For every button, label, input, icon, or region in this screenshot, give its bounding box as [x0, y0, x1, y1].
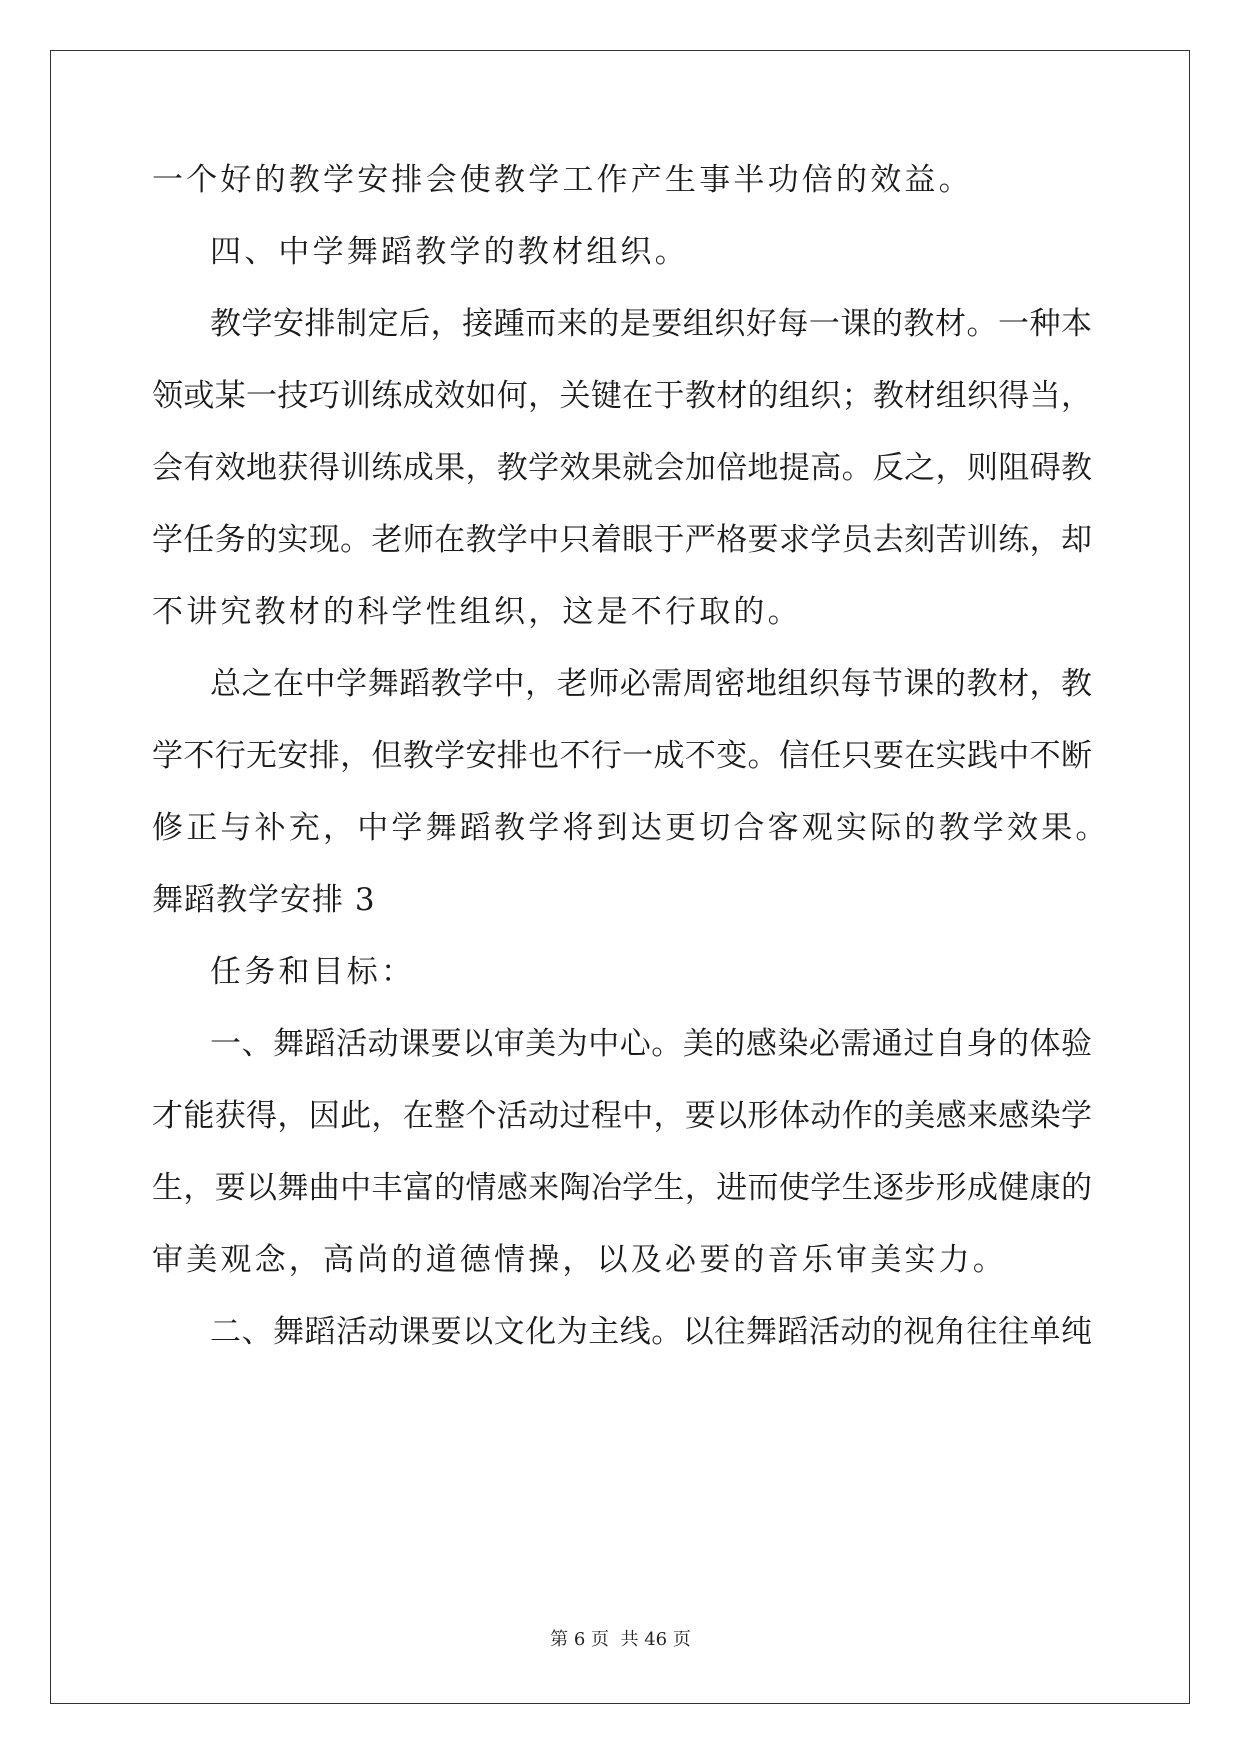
paragraph-line: 总之在中学舞蹈教学中，老师必需周密地组织每节课的教材，教	[210, 666, 1092, 702]
section-title: 舞蹈教学安排 3	[152, 882, 376, 918]
paragraph-line: 学任务的实现。老师在教学中只着眼于严格要求学员去刻苦训练，却	[152, 522, 1092, 558]
paragraph-line: 不讲究教材的科学性组织，这是不行取的。	[152, 594, 802, 630]
paragraph-line: 会有效地获得训练成果，教学效果就会加倍地提高。反之，则阻碍教	[152, 450, 1092, 486]
section-heading: 四、中学舞蹈教学的教材组织。	[210, 234, 689, 270]
paragraph-line: 学不行无安排，但教学安排也不行一成不变。信任只要在实践中不断	[152, 738, 1092, 774]
page-number-footer: 第 6 页 共 46 页	[550, 1629, 691, 1650]
paragraph-line: 一、舞蹈活动课要以审美为中心。美的感染必需通过自身的体验	[210, 1026, 1092, 1062]
page-border	[50, 50, 1190, 1704]
paragraph-line: 审美观念，高尚的道德情操，以及必要的音乐审美实力。	[152, 1242, 1007, 1278]
paragraph-line: 二、舞蹈活动课要以文化为主线。以往舞蹈活动的视角往往单纯	[210, 1314, 1092, 1350]
paragraph-line: 才能获得，因此，在整个活动过程中，要以形体动作的美感来感染学	[152, 1098, 1092, 1134]
paragraph-line: 修正与补充，中学舞蹈教学将到达更切合客观实际的教学效果。	[152, 810, 1110, 846]
paragraph-line: 生，要以舞曲中丰富的情感来陶冶学生，进而使学生逐步形成健康的	[152, 1170, 1092, 1206]
paragraph-line: 教学安排制定后，接踵而来的是要组织好每一课的教材。一种本	[210, 306, 1092, 342]
paragraph-line: 一个好的教学安排会使教学工作产生事半功倍的效益。	[152, 162, 973, 198]
subsection-heading: 任务和目标：	[210, 954, 416, 990]
paragraph-line: 领或某一技巧训练成效如何，关键在于教材的组织；教材组织得当，	[152, 378, 1092, 414]
